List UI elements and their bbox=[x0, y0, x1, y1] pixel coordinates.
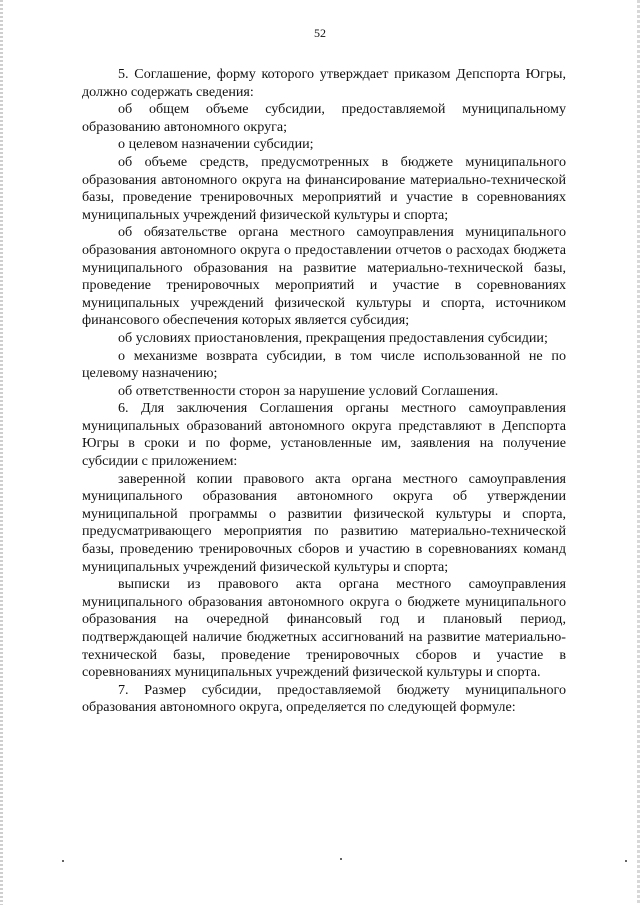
paragraph-budget-volume: об объеме средств, предусмотренных в бюджете муниципального образования автономного округа на финансирование материально-технической базы, проведение тренировочных мероприятий и участие в соревнованиях муниципальных учреждений физической культуры и спорта; bbox=[82, 153, 566, 223]
scan-edge-left bbox=[0, 0, 3, 905]
paragraph-reporting-obligation: об обязательстве органа местного самоуправления муниципального образования автономного округа о предоставлении отчетов о расходах бюджета муниципального образования на развитие материально-технической базы, проведение тренировочных мероприятий и участие в соревнованиях муниципальных учреждений физической культуры и спорта, источником финансового обеспечения которых является субсидия; bbox=[82, 224, 566, 329]
page-number: 52 bbox=[314, 26, 326, 40]
paragraph-liability: об ответственности сторон за нарушение условий Соглашения. bbox=[118, 382, 499, 399]
paragraph-5-intro: 5. Соглашение, форму которого утверждает приказом Депспорта Югры, должно содержать сведения: bbox=[82, 66, 566, 100]
scan-speck bbox=[62, 860, 64, 862]
scan-speck bbox=[625, 860, 627, 862]
paragraph-7-formula-intro: 7. Размер субсидии, предоставляемой бюджету муниципального образования автономного округа, определяется по следующей формуле: bbox=[82, 681, 566, 716]
document-body bbox=[82, 66, 566, 717]
scan-speck bbox=[340, 858, 342, 860]
paragraph-refund-mechanism: о механизме возврата субсидии, в том числе использованной не по целевому назначению; bbox=[82, 347, 566, 382]
paragraph-certified-copy: заверенной копии правового акта органа местного самоуправления муниципального образования автономного округа об утверждении муниципальной программы о развитии физической культуры и спорта, предусматривающего мероприятия по развитию материально-технической базы, проведению тренировочных сборов и участию в соревнованиях команд муниципальных учреждений физической культуры и спорта; bbox=[82, 470, 566, 575]
paragraph-total-subsidy: об общем объеме субсидии, предоставляемой муниципальному образованию автономного округа; bbox=[82, 101, 566, 135]
paragraph-budget-extract: выписки из правового акта органа местного самоуправления муниципального образования автономного округа о бюджете муниципального образования на очередной финансовый год и плановый период, подтверждающей наличие бюджетных ассигнований на развитие материально-технической базы, проведение тренировочных сборов и участие в соревнованиях муниципальных учреждений физической культуры и спорта. bbox=[82, 576, 566, 681]
paragraph-suspension-conditions: об условиях приостановления, прекращения предоставления субсидии; bbox=[118, 329, 548, 346]
paragraph-6-application: 6. Для заключения Соглашения органы местного самоуправления муниципальных образований автономного округа представляют в Депспорта Югры в сроки и по форме, установленные им, заявления на получение субсидии с приложением: bbox=[82, 400, 566, 470]
paragraph-target-purpose: о целевом назначении субсидии; bbox=[118, 136, 314, 153]
